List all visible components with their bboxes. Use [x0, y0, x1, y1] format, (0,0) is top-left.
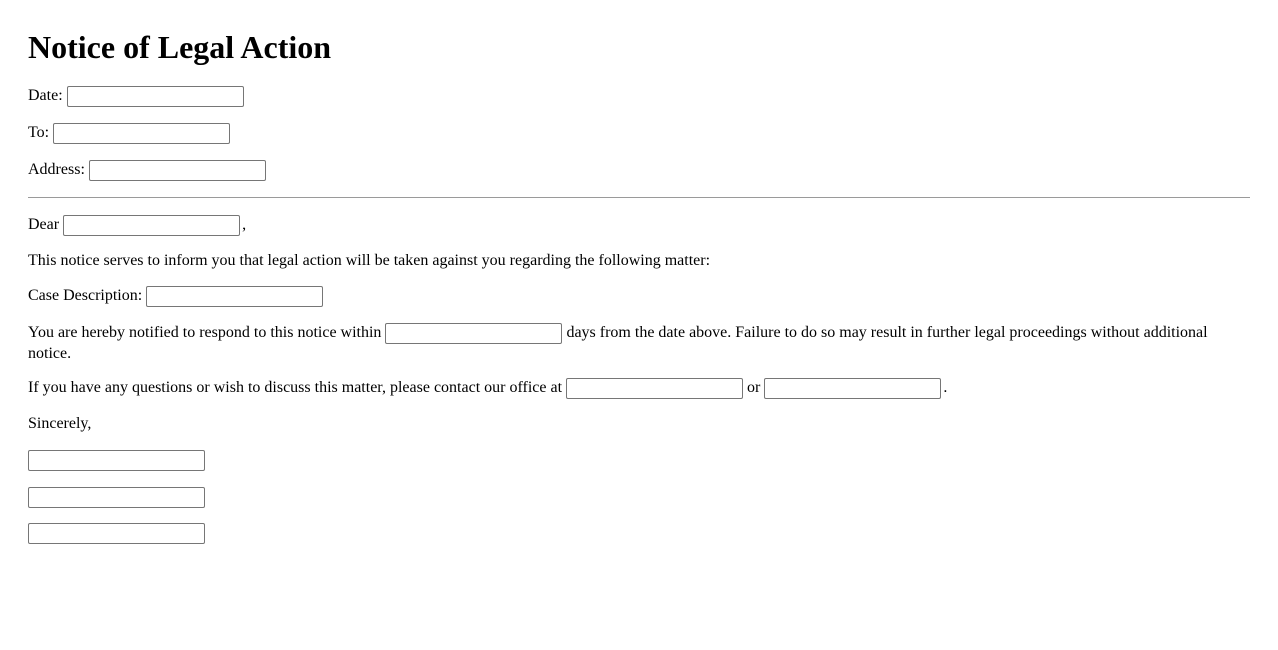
address-field[interactable] — [89, 160, 266, 181]
salutation-comma: , — [242, 216, 247, 234]
respond-text-before: You are hereby notified to respond to this notice within — [28, 324, 382, 342]
signature-title-field[interactable] — [28, 487, 205, 508]
to-row — [28, 123, 232, 144]
closing: Sincerely, — [28, 415, 92, 432]
recipient-name-field[interactable] — [63, 215, 240, 236]
days-field[interactable] — [385, 323, 562, 344]
signature-name-row — [28, 450, 207, 471]
contact-email-field[interactable] — [764, 378, 941, 399]
signature-organization-field[interactable] — [28, 523, 205, 544]
address-label: Address: — [28, 161, 85, 179]
contact-phone-field[interactable] — [566, 378, 743, 399]
case-description-field[interactable] — [146, 286, 323, 307]
respond-text-after: days from the date above. Failure to do so may result in further legal proceedings without additional notice. — [28, 324, 1208, 362]
response-paragraph — [28, 323, 1228, 364]
date-label: Date: — [28, 87, 63, 105]
signature-organization-row — [28, 523, 207, 544]
salutation-row — [28, 215, 246, 236]
signature-name-field[interactable] — [28, 450, 205, 471]
date-field[interactable] — [67, 86, 244, 107]
contact-or: or — [747, 379, 761, 397]
date-row — [28, 86, 246, 107]
address-row — [28, 160, 268, 181]
salutation-label: Dear — [28, 216, 60, 234]
to-field[interactable] — [53, 123, 230, 144]
signature-title-row — [28, 487, 207, 508]
case-row — [28, 286, 325, 307]
divider — [28, 197, 1250, 198]
page-title: Notice of Legal Action — [28, 29, 332, 65]
contact-text-before: If you have any questions or wish to discuss this matter, please contact our office at — [28, 379, 563, 397]
contact-end: . — [943, 379, 948, 397]
intro-paragraph: This notice serves to inform you that legal action will be taken against you regarding the following matter: — [28, 252, 711, 269]
contact-paragraph — [28, 378, 947, 399]
to-label: To: — [28, 124, 50, 142]
case-description-label: Case Description: — [28, 287, 143, 305]
